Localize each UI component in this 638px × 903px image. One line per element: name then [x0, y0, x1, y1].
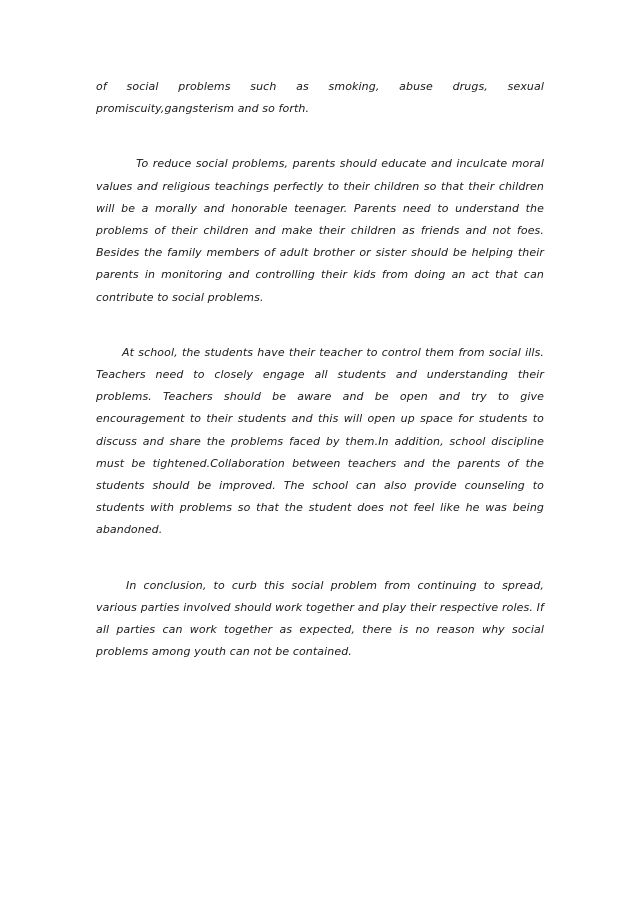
paragraph-line: promiscuity,gangsterism and so forth. — [96, 102, 310, 116]
document-page — [96, 76, 544, 663]
paragraph-line: of social problems such as smoking, abuse drugs, sexual — [96, 80, 544, 93]
paragraph-conclusion: In conclusion, to curb this social problem from continuing to spread, various parties involved should work together and play their respective roles. If all parties can work together as expected, there is no reason why social problems among youth can not be contained. — [96, 578, 544, 659]
paragraph-school: At school, the students have their teacher to control them from social ills. Teachers need to closely engage all students and understanding their problems. Teachers should be aware and be open and try to give encouragement to their students and this will open up space for students to discuss and share the problems faced by them.In addition, school discipline must be tightened.Collaboration between teachers and the parents of the students should be improved. The school can also provide counseling to students with problems so that the student does not feel like he was being abandoned. — [96, 345, 544, 537]
paragraph-parents: To reduce social problems, parents should educate and inculcate moral values and religious teachings perfectly to their children so that their children will be a morally and honorable teenager. Parents need to understand the problems of their children and make their children as friends and not foes. Besides the family members of adult brother or sister should be helping their parents in monitoring and controlling their kids from doing an act that can contribute to social problems. — [96, 157, 544, 304]
paragraph-intro-continuation — [96, 76, 544, 120]
